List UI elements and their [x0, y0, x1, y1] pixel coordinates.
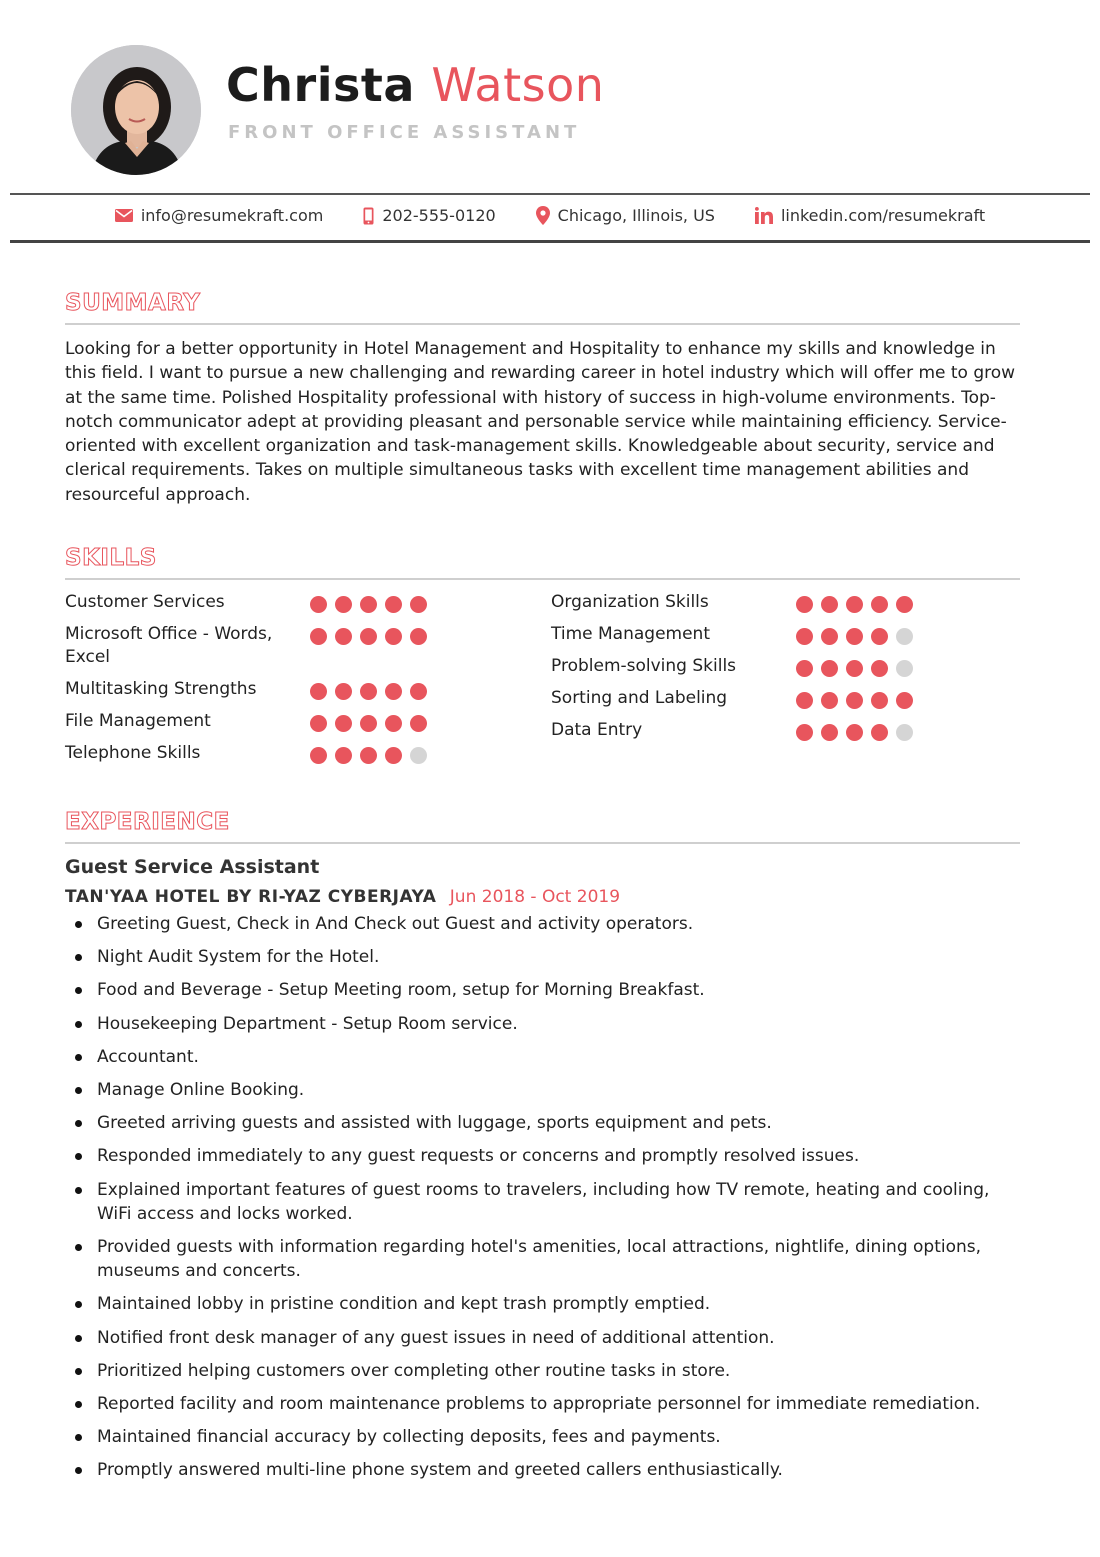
rating-dot-filled — [821, 692, 838, 709]
last-name: Watson — [431, 58, 605, 112]
rating-dot-filled — [871, 724, 888, 741]
skills-column-left — [65, 591, 465, 774]
summary-text: Looking for a better opportunity in Hotel Management and Hospitality to enhance my skills and knowledge in this field. I want to pursue a new challenging and rewarding career in hotel industry which will offer me to grow at the same time. Polished Hospitality professional with history of success in high-volume environments. Top-notch communicator adept at providing pleasant and personable service while maintaining efficiency. Service-oriented with excellent organization and task-management skills. Knowledgeable about security, service and clerical requirements. Takes on multiple simultaneous tasks with excellent time management abilities and resourceful approach. — [65, 339, 1016, 505]
candidate-name — [226, 58, 604, 112]
rating-dot-filled — [796, 628, 813, 645]
rating-dot-filled — [846, 628, 863, 645]
summary-heading: SUMMARY — [65, 290, 201, 316]
rating-dot-filled — [871, 628, 888, 645]
skill-rating — [310, 715, 427, 732]
job-bullets — [97, 912, 1017, 1492]
map-pin-icon — [536, 206, 550, 225]
job-bullet: Greeted arriving guests and assisted with luggage, sports equipment and pets. — [97, 1111, 1017, 1135]
rating-dot-filled — [821, 596, 838, 613]
rating-dot-filled — [335, 628, 352, 645]
skill-name: Customer Services — [65, 592, 225, 612]
job-dates: Jun 2018 - Oct 2019 — [449, 887, 621, 907]
rating-dot-filled — [896, 692, 913, 709]
job-bullet: Greeting Guest, Check in And Check out Guest and activity operators. — [97, 912, 1017, 936]
skill-rating — [796, 628, 913, 645]
rating-dot-filled — [871, 596, 888, 613]
linkedin-icon — [755, 207, 773, 224]
phone-icon — [363, 207, 374, 225]
skill-name: Multitasking Strengths — [65, 679, 257, 699]
skill-name: Organization Skills — [551, 592, 709, 612]
rating-dot-filled — [385, 715, 402, 732]
skill-rating — [310, 628, 427, 645]
rating-dot-filled — [385, 683, 402, 700]
skill-row — [551, 655, 951, 678]
header-divider-bottom — [10, 240, 1090, 243]
rating-dot-filled — [796, 724, 813, 741]
skill-row — [65, 742, 465, 765]
skill-row — [551, 687, 951, 710]
rating-dot-filled — [360, 747, 377, 764]
job-bullet: Promptly answered multi-line phone system and greeted callers enthusiastically. — [97, 1458, 1017, 1482]
rating-dot-filled — [410, 596, 427, 613]
job-bullet: Manage Online Booking. — [97, 1078, 1017, 1102]
skill-rating — [310, 747, 427, 764]
rating-dot-filled — [896, 596, 913, 613]
skill-rating — [796, 724, 913, 741]
skill-name: Problem-solving Skills — [551, 656, 737, 676]
summary-divider — [65, 323, 1020, 325]
skills-column-right — [551, 591, 951, 751]
rating-dot-filled — [335, 715, 352, 732]
rating-dot-empty — [896, 724, 913, 741]
job-title: Guest Service Assistant — [65, 856, 320, 878]
rating-dot-filled — [335, 683, 352, 700]
first-name: Christa — [226, 58, 415, 112]
rating-dot-filled — [821, 724, 838, 741]
job-meta — [65, 887, 620, 907]
skill-row — [551, 719, 951, 742]
contact-linkedin[interactable] — [755, 206, 985, 225]
rating-dot-filled — [310, 628, 327, 645]
rating-dot-filled — [410, 628, 427, 645]
skill-name: Sorting and Labeling — [551, 688, 728, 708]
skill-row — [65, 678, 465, 701]
job-bullet: Responded immediately to any guest requests or concerns and promptly resolved issues. — [97, 1144, 1017, 1168]
skill-row — [551, 591, 951, 614]
location-text: Chicago, Illinois, US — [557, 206, 715, 225]
job-bullet: Prioritized helping customers over completing other routine tasks in store. — [97, 1359, 1017, 1383]
job-bullet: Reported facility and room maintenance problems to appropriate personnel for immediate remediation. — [97, 1392, 1017, 1416]
skill-name: Time Management — [551, 624, 710, 644]
rating-dot-filled — [360, 715, 377, 732]
skills-divider — [65, 578, 1020, 580]
job-bullet: Accountant. — [97, 1045, 1017, 1069]
contact-email[interactable] — [115, 206, 324, 225]
email-text: info@resumekraft.com — [140, 206, 324, 225]
rating-dot-filled — [310, 596, 327, 613]
linkedin-text: linkedin.com/resumekraft — [780, 206, 986, 225]
skill-rating — [796, 692, 913, 709]
job-bullet: Provided guests with information regarding hotel's amenities, local attractions, nightlife, dining options, museums and concerts. — [97, 1235, 1017, 1284]
rating-dot-filled — [385, 596, 402, 613]
rating-dot-empty — [410, 747, 427, 764]
rating-dot-filled — [360, 628, 377, 645]
job-bullet: Housekeeping Department - Setup Room service. — [97, 1012, 1017, 1036]
skill-name: Data Entry — [551, 720, 643, 740]
rating-dot-filled — [310, 747, 327, 764]
rating-dot-filled — [410, 683, 427, 700]
rating-dot-filled — [796, 692, 813, 709]
job-bullet: Notified front desk manager of any guest issues in need of additional attention. — [97, 1326, 1017, 1350]
rating-dot-filled — [846, 660, 863, 677]
rating-dot-filled — [846, 724, 863, 741]
experience-heading: EXPERIENCE — [65, 809, 230, 835]
skill-rating — [796, 596, 913, 613]
skill-row — [65, 591, 465, 614]
rating-dot-filled — [821, 660, 838, 677]
skill-name: File Management — [65, 711, 211, 731]
profile-photo — [71, 45, 201, 175]
contact-phone[interactable] — [363, 206, 495, 225]
rating-dot-filled — [360, 596, 377, 613]
skill-row — [65, 710, 465, 733]
job-title-header: FRONT OFFICE ASSISTANT — [228, 122, 581, 143]
skill-rating — [796, 660, 913, 677]
job-bullet: Explained important features of guest rooms to travelers, including how TV remote, heating and cooling, WiFi access and locks worked. — [97, 1178, 1017, 1227]
rating-dot-filled — [385, 628, 402, 645]
skill-row — [551, 623, 951, 646]
rating-dot-filled — [821, 628, 838, 645]
skills-heading: SKILLS — [65, 545, 157, 571]
rating-dot-filled — [796, 596, 813, 613]
skill-row — [65, 623, 465, 669]
phone-text: 202-555-0120 — [382, 206, 496, 225]
experience-divider — [65, 842, 1020, 844]
rating-dot-filled — [360, 683, 377, 700]
mail-icon — [115, 209, 133, 222]
job-bullet: Maintained financial accuracy by collecting deposits, fees and payments. — [97, 1425, 1017, 1449]
rating-dot-filled — [385, 747, 402, 764]
skill-name: Microsoft Office - Words, Excel — [65, 624, 273, 667]
job-bullet: Night Audit System for the Hotel. — [97, 945, 1017, 969]
job-bullet: Food and Beverage - Setup Meeting room, setup for Morning Breakfast. — [97, 978, 1017, 1002]
rating-dot-filled — [310, 715, 327, 732]
rating-dot-filled — [871, 692, 888, 709]
rating-dot-filled — [310, 683, 327, 700]
rating-dot-filled — [846, 596, 863, 613]
company-name: TAN'YAA HOTEL BY RI-YAZ CYBERJAYA — [65, 887, 437, 907]
rating-dot-filled — [846, 692, 863, 709]
job-bullet: Maintained lobby in pristine condition and kept trash promptly emptied. — [97, 1292, 1017, 1316]
rating-dot-filled — [335, 747, 352, 764]
rating-dot-filled — [796, 660, 813, 677]
rating-dot-filled — [335, 596, 352, 613]
header-divider-top — [10, 193, 1090, 195]
rating-dot-empty — [896, 660, 913, 677]
skill-rating — [310, 683, 427, 700]
rating-dot-empty — [896, 628, 913, 645]
contact-location — [536, 206, 715, 225]
skill-rating — [310, 596, 427, 613]
rating-dot-filled — [410, 715, 427, 732]
skill-name: Telephone Skills — [65, 743, 201, 763]
rating-dot-filled — [871, 660, 888, 677]
contact-bar — [0, 206, 1100, 225]
